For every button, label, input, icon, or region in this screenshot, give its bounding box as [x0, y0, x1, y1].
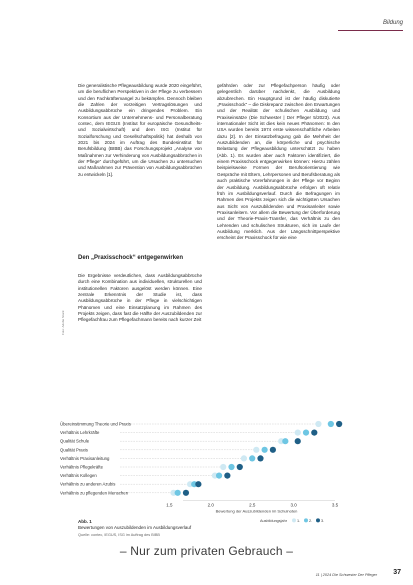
data-point [257, 455, 263, 461]
data-point [224, 473, 230, 479]
data-point [183, 490, 189, 496]
category-label: Verhältnis Lehrkräfte [60, 430, 100, 436]
category-label: Übereinstimmung Theorie und Praxis [60, 421, 131, 427]
x-tick-label: 1.5 [166, 502, 173, 508]
x-tick-label: 2.5 [249, 502, 256, 508]
article-left-column-2 [78, 273, 202, 324]
page-number: 37 [393, 569, 401, 576]
photo-credit: Foto: Adobe Stock [61, 310, 65, 335]
footer-journal: 11 | 2024 Die Schwester Der Pfleger [315, 573, 377, 577]
legend-label: 2. [309, 518, 313, 523]
section-rule [338, 30, 403, 31]
data-point [315, 421, 321, 427]
data-point [175, 490, 181, 496]
article-left-column [78, 83, 202, 178]
data-point [303, 430, 309, 436]
category-label: Qualität Schule [60, 438, 90, 444]
data-point [262, 447, 268, 453]
data-point [336, 421, 342, 427]
data-point [220, 464, 226, 470]
data-point [241, 455, 247, 461]
x-tick-label: 3.0 [290, 502, 297, 508]
data-point [237, 464, 243, 470]
x-tick-label: 3.5 [331, 502, 339, 508]
figure-caption-block [78, 519, 318, 537]
legend-title: Ausbildungsjahr [260, 518, 288, 523]
article-subheading: Den „Praxisschock“ entgegenwirken [78, 255, 184, 261]
data-point [282, 438, 288, 444]
article-right-column [217, 83, 340, 242]
watermark: – Nur zum privaten Gebrauch – [119, 544, 294, 558]
data-point [311, 430, 317, 436]
category-label: Verhältnis Pflegekräfte [60, 464, 103, 470]
data-point [295, 430, 301, 436]
data-point [216, 473, 222, 479]
legend-label: 1. [297, 518, 301, 523]
article-paragraph: Die generalistische Pflegeausbildung wurde 2020 eingeführt, um die beruflichen Perspektiven in der Pflege zu verbessern und den Fachkräftemangel zu bekämpfen. Dennoch bleiben die Zahlen der vorzeitigen Vertragslösungen und Ausbildungsabbrüche ein dringendes Problem. Ein Konsortium aus der Unternehmens- und Personalberatung contec, dem IEGUS (Institut für europäische Gesundheits- und Sozialwirtschaft) und dem ISG (Institut für Sozialforschung und Gesellschaftspolitik) hat deshalb von 2021 bis 2024 im Auftrag des Bundesinstitut für Berufsbildung (BIBB) das Forschungsprojekt „Analyse von Maßnahmen zur Verhinderung von Ausbildungsabbrüchen in der Pflege“ durchgeführt, um die Ursachen zu untersuchen und Maßnahmen zur Prävention von Ausbildungsabbrüchen zu entwickeln [1]. [78, 83, 202, 177]
section-label: Bildung [382, 20, 403, 26]
data-point [249, 455, 255, 461]
category-label: Qualität Praxis [60, 447, 88, 453]
legend-label: 3. [321, 518, 325, 523]
x-axis-label: Bewertung der Auszubildenden im Schulnoten [215, 508, 298, 514]
article-paragraph: Die Ergebnisse verdeutlichen, dass Ausbildungsabbrüche durch eine Kombination aus individuellen, strukturellen und institutionellen Faktoren ausgelöst werden können. Eine zentrale Erkenntnis der Studie ist, dass Ausbildungsabbrüche in der Pflege in vielschichtigen Phänomen und eine Einsatzplanung im Rahmen des Projekts zeigen, dass fast die Hälfte der Auszubildenden zur Pflegefachfrau zum Pflegefachmann bereits nach kurzer Zeit [78, 273, 202, 323]
data-point [195, 481, 201, 487]
data-point [253, 447, 259, 453]
figure-source: Quelle: contec, IEGUS, ISG im Auftrag des BIBB [78, 533, 160, 537]
category-label: Verhältnis Kollegen [60, 473, 97, 479]
figure-label: Abb. 1 [78, 519, 92, 524]
category-label: Verhältnis zu pflegenden Menschen [60, 490, 129, 496]
data-point [328, 421, 334, 427]
data-point [228, 464, 234, 470]
data-point [295, 438, 301, 444]
x-tick-label: 2.0 [207, 502, 214, 508]
category-label: Verhältnis Praxisanleitung [60, 455, 110, 461]
article-paragraph: gefährden oder zur Pflegefachperson häufig oder gelegentlich darüber nachdenkt, die Ausbildung abzubrechen. Ein Hauptgrund ist der häufig diskutierte „Praxisschock“ – die Diskrepanz zwischen den Erwartungen und der Realität der schulischen Ausbildung und Praxiseinsätze (Die Schwester | Der Pfleger 5/2023). Aus internationaler Sicht ist dies kein neues Phänomen: In den USA wurden bereits 1974 erste wissenschaftliche Arbeiten dazu [2]. In der Einsatzbefragung gab die Mehrheit der Auszubildenden an, die körperliche und psychische Belastung der Pflegeausbildung unterschätzt zu haben (Abb. 1). Es wurden aber auch Faktoren identifiziert, die einem Praxisschock entgegenwirken können: Hierzu zählen beispielsweise Formen der Berufsorientierung wie Gespräche mit Eltern, Lehrpersonen und Berufsberatung als auch praktische Vorerfahrungen in der Pflege vor Beginn der Ausbildung. Ausbildungsabbrüche erfolgen oft relativ früh im Ausbildungsverlauf. Durch die Befragungen im Rahmen des Projekts zeigen sich die wichtigsten Ursachen aus Sicht von Auszubildenden und Praxisanleiter sowie Praxisanleitern. Vor allem die Bewertung der Überforderung und der Theorie-Praxis-Transfer, das Verhältnis zu den Lehrenden und schulischen Strukturen, sich im Laufe der Ausbildung merklich. Aus der Längsschnittperspektive erscheint der Praxisschock für wie eine [217, 83, 340, 241]
category-label: Verhältnis zu anderen Azubis [60, 481, 116, 487]
data-point [270, 447, 276, 453]
figure-caption: Bewertungen von Auszubildenden im Ausbildungsverlauf [78, 525, 192, 530]
